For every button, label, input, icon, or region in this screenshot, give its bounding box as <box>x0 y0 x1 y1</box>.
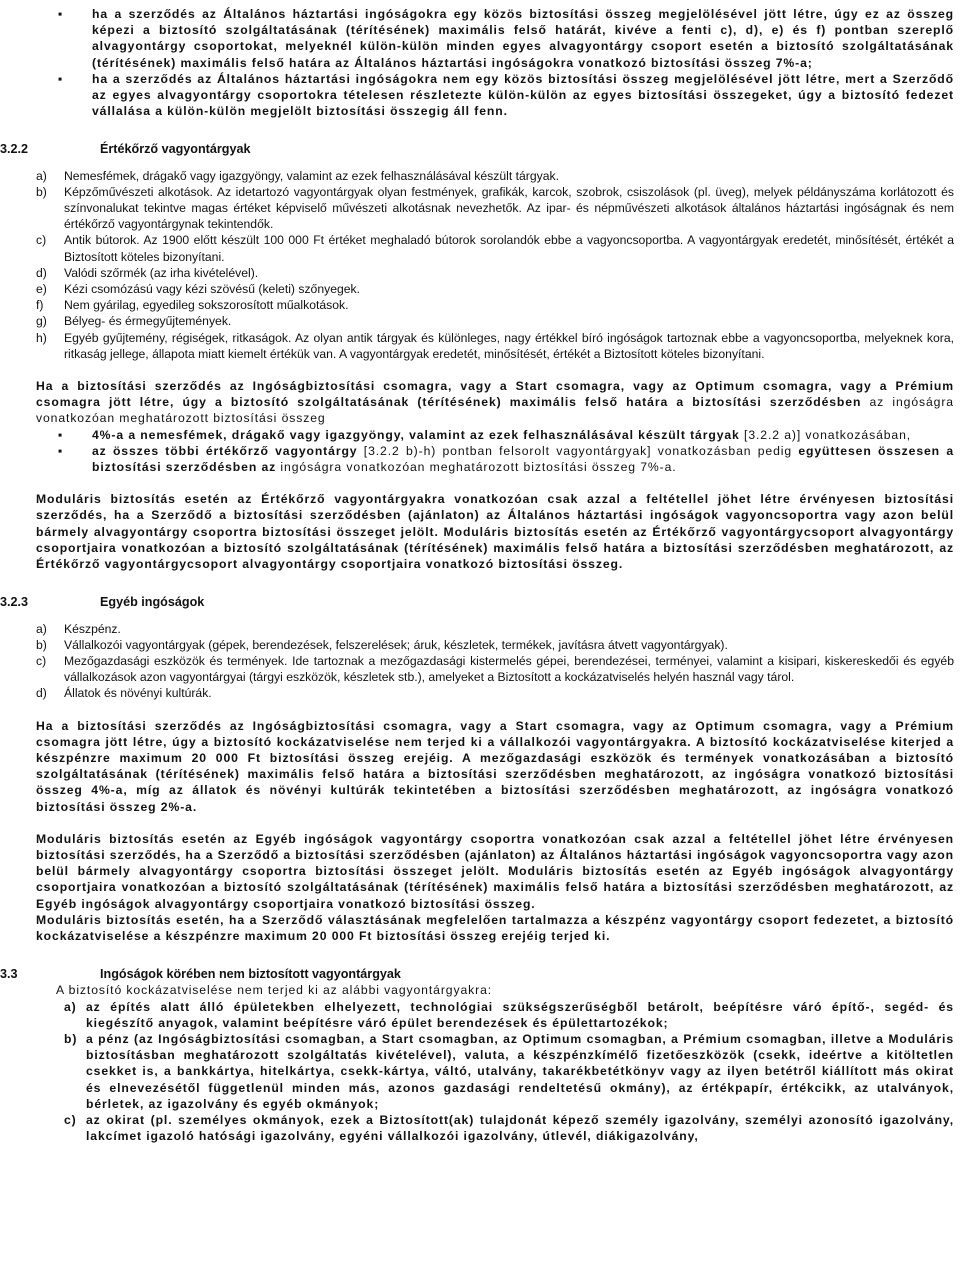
paragraph-modular-valuables: Moduláris biztosítás esetén az Értékőrző vagyontárgyakra vonatkozóan csak azzal a feltétellel jöhet létre érvényesen biztosítási szerződés, ha a Szerződő a biztosítási szerződésben (ajánlaton) az Általános háztartási ingóságok vagyoncsoportra vagy azon belül bármely alvagyontárgy csoportra biztosítási összeget jelölt. Moduláris biztosítás esetén az Értékőrző vagyontárgycsoport alvagyontárgy csoportjaira vonatkozóan a biztosító szolgáltatásának (térítésének) maximális felső határa a biztosítási szerződésben meghatározott, az Értékőrző vagyontárgycsoport alvagyontárgy csoportjaira vonatkozó biztosítási összeg. <box>36 492 954 572</box>
section-intro: A biztosító kockázatviselése nem terjed ki az alábbi vagyontárgyakra: <box>56 983 493 998</box>
section-heading-3-2-2 <box>0 141 954 157</box>
bullet-marker-icon: ▪ <box>58 71 64 86</box>
list-item: g) Bélyeg- és érmegyűjtemények. <box>36 314 232 329</box>
bullet-paragraph-separate-sums <box>36 71 954 120</box>
list-item: d) Állatok és növényi kultúrák. <box>36 686 212 701</box>
bullet-marker-icon: ▪ <box>58 7 64 21</box>
list-item: f) Nem gyárilag, egyedileg sokszorosított műalkotások. <box>36 298 349 313</box>
list-3-2-3 <box>36 621 954 702</box>
bullet-text: ha a szerződés az Általános háztartási ingóságokra egy közös biztosítási összeg megjelölésével jött létre, úgy ez az összeg képezi a biztosító szolgáltatásának (térítésének) maximális felső határát, kivéve a fenti c), d), e) és f) pontban szereplő alvagyontárgy csoportokat, melyeknél külön-külön minden egyes alvagyontárgy csoport esetén a biztosító szolgáltatásának (térítésének) maximális felső határa az Általános háztartási ingóságokra vonatkozó biztosítási összeg 7%-a; <box>92 7 954 70</box>
list-item: c) Antik bútorok. Az 1900 előtt készült 100 000 Ft értéket meghaladó bútorok sorolandók ebbe a vagyoncsoportba. A vagyontárgyak eredetét, minősítését, értékét a Biztosított köteles bizonyítani. <box>36 233 954 264</box>
bullet-text: ha a szerződés az Általános háztartási ingóságokra nem egy közös biztosítási összeg megjelölésével jött létre, mert a Szerződő az egyes alvagyontárgy csoportokra tételesen részletezte külön-külön az egyes biztosítási összegeket, úgy a biztosító fedezet vállalása a külön-külön megjelölt biztosítási összegig áll fenn. <box>92 71 954 119</box>
bullet-paragraph-shared-sum <box>36 6 954 71</box>
section-number: 3.2.2 <box>0 142 29 157</box>
list-item: a) Készpénz. <box>36 621 121 636</box>
section-heading-3-3 <box>0 966 954 982</box>
section-number: 3.3 <box>0 967 18 982</box>
bullet-paragraph-7-percent: ▪ az összes többi értékőrző vagyontárgy [3.2.2 b)-h) pontban felsorolt vagyontárgyak] vonatkozásban pedig együttesen összesen a biztosítási szerződésben az ingóságra vonatkozóan meghatározott biztosítási összeg 7%-a. <box>58 443 954 475</box>
paragraph-modular-cash: Moduláris biztosítás esetén, ha a Szerződő választásának megfelelően tartalmazza a készpénz vagyontárgy csoport fedezetet, a biztosító kockázatviselése a készpénzre maximum 20 000 Ft biztosítási összeg erejéig terjed ki. <box>36 912 954 943</box>
list-item: a) az építés alatt álló épületekben elhelyezett, technológiai szükségszerűségből betárolt, beépítésre váró építő-, segéd- és kiegészítő anyagok, valamint beépítésre váró épület berendezések és épülettartozékok; <box>64 999 954 1030</box>
paragraph-other-items-package: Ha a biztosítási szerződés az Ingóságbiztosítási csomagra, vagy a Start csomagra, vagy az Optimum csomagra, vagy a Prémium csomagra jött létre, úgy a biztosító kockázatviselése nem terjed ki a vállalkozói vagyontárgyakra. A biztosító kockázatviselése kiterjed a készpénzre maximum 20 000 Ft biztosítási összeg erejéig. A mezőgazdasági eszközök és termények vonatkozásában a biztosító szolgáltatásának (térítésének) maximális felső határa a biztosítási szerződésben meghatározott, az ingóságra vonatkozó biztosítási összeg 4%-a, míg az állatok és növényi kultúrák tekintetében a biztosítási szerződésben meghatározott, az ingóságra vonatkozó biztosítási összeg 2%-a. <box>36 718 954 814</box>
list-3-3 <box>36 999 954 1145</box>
list-3-2-2 <box>36 168 954 362</box>
list-item: a) Nemesfémek, drágakő vagy igazgyöngy, valamint az ezek felhasználásával készült tárgyak. <box>36 168 559 183</box>
bullet-marker-icon: ▪ <box>58 443 64 458</box>
section-title: Ingóságok körében nem biztosított vagyontárgyak <box>100 967 401 982</box>
list-item: e) Kézi csomózású vagy kézi szövésű (keleti) szőnyegek. <box>36 282 361 297</box>
list-item: c) Mezőgazdasági eszközök és termények. Ide tartoznak a mezőgazdasági kistermelés gépei, berendezései, terményei, valamint a kisipari, kiskereskedői és egyéb vállalkozások azon vagyontárgyai (tárgyi eszközök, készletek stb.), amelyeket a Biztosított a kockázatviselés helyén használ vagy tárol. <box>36 653 954 685</box>
bullet-paragraph-4-percent: ▪ 4%-a a nemesfémek, drágakő vagy igazgyöngy, valamint az ezek felhasználásával készült tárgyak [3.2.2 a)] vonatkozásában, <box>58 427 912 442</box>
list-item: b) Képzőművészeti alkotások. Az idetartozó vagyontárgyak olyan festmények, grafikák, karcok, szobrok, csiszolások (pl. üveg), melyek példányszáma korlátozott és színvonalukat tekintve magas értéket képviselő művészeti alkotásnak nevezhetők. Az ipar- és népművészeti alkotások általános háztartási ingóságnak és nem értékőrző vagyontárgynak tekintendők. <box>36 184 954 232</box>
list-item: c) az okirat (pl. személyes okmányok, ezek a Biztosított(ak) tulajdonát képező személy igazolvány, személyi azonosító igazolvány, lakcímet igazoló hatósági igazolvány, egyéni vállalkozói igazolvány, útlevél, diákigazolvány, <box>64 1112 954 1144</box>
paragraph-modular-other-items: Moduláris biztosítás esetén az Egyéb ingóságok vagyontárgy csoportra vonatkozóan csak azzal a feltétellel jöhet létre érvényesen biztosítási szerződés, ha a Szerződő a biztosítási szerződésben (ajánlaton) az Általános háztartási ingóságok vagyoncsoportra vagy azon belül bármely alvagyontárgy csoportra biztosítási összeget jelölt. Moduláris biztosítás esetén az Egyéb ingóságok alvagyontárgy csoportjaira vonatkozóan a biztosító szolgáltatásának (térítésének) maximális felső határa a biztosítási szerződésben meghatározott, az Egyéb ingóságok alvagyontárgy csoportjaira vonatkozó biztosítási összeg. <box>36 831 954 911</box>
list-item: d) Valódi szőrmék (az irha kivételével). <box>36 265 259 280</box>
list-item: b) a pénz (az Ingóságbiztosítási csomagban, a Start csomagban, az Optimum csomagban, a Prémium csomagban, illetve a Moduláris biztosításban meghatározott szolgáltatás kivételével), valuta, a készpénzkímélő fizetőeszközök (csekk, ideértve a kitöltetlen csekket is, a bankkártya, hitelkártya, csekk-kártya, váltó, utalvány, takarékbetétkönyv vagy az ilyen betétről kiállított más okirat és elnevezésétől függetlenül minden más, azonos gazdasági rendeltetésű okmány), az értékpapír, értékcikk, az utalványok, bérletek, az igazolvány és egyéb okmányok; <box>64 1031 954 1111</box>
list-item: b) Vállalkozói vagyontárgyak (gépek, berendezések, felszerelések; áruk, készletek, termékek, javításra átvett vagyontárgyak). <box>36 637 728 652</box>
list-item: h) Egyéb gyűjtemény, régiségek, ritkaságok. Az olyan antik tárgyak és különleges, nagy értékkel bíró ingóságok tartoznak ebbe a vagyoncsoportba, melyeknek kora, ritkaság jellege, állapota miatt kiemelt értékük van. A vagyontárgyak eredetét, minősítését, értékét a Biztosított köteles bizonyítani. <box>36 330 954 361</box>
section-title: Értékőrző vagyontárgyak <box>100 142 251 157</box>
section-number: 3.2.3 <box>0 595 29 610</box>
section-title: Egyéb ingóságok <box>100 595 205 610</box>
bullet-marker-icon: ▪ <box>58 427 64 442</box>
paragraph-package-limits: Ha a biztosítási szerződés az Ingóságbiztosítási csomagra, vagy a Start csomagra, vagy az Optimum csomagra, vagy a Prémium csomagra jött létre, úgy a biztosító szolgáltatásának (térítésének) maximális felső határa a biztosítási szerződésben az ingóságra vonatkozóan meghatározott biztosítási összeg <box>36 379 954 426</box>
section-heading-3-2-3 <box>0 594 954 610</box>
